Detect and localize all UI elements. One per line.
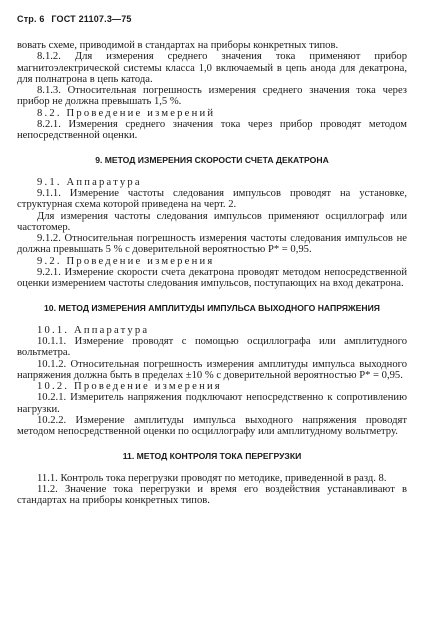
paragraph: 11.2. Значение тока перегрузки и время его воздействия устанавливают в стандартах на приборы конкретных типов.: [17, 483, 407, 507]
paragraph: вовать схеме, приводимой в стандартах на приборы конкретных типов.: [17, 40, 339, 51]
paragraph: 10.2.2. Измерение амплитуды импульса выходного напряжения проводят методом непосредственной оценки по осциллографу или амплитудному вольтметру.: [17, 415, 407, 438]
paragraph: 8.1.2. Для измерения среднего значения тока применяют прибор магнитоэлектрической системы класса 1,0 включаемый в цепь анода для декатрона, для полнатрона в цепь катода.: [17, 51, 407, 85]
paragraph: 8.2.1. Измерения среднего значения тока через прибор проводят методом непосредственной оценки.: [17, 119, 407, 142]
paragraph: 9.1.2. Относительная погрешность измерения частоты следования импульсов не должна превышать 5 % с доверительной вероятностью P* = 0,95.: [17, 233, 407, 256]
paragraph: 10.1.2. Относительная погрешность измерения амплитуды импульса выходного напряжения должна быть в пределах ±10 % с доверительной вероятностью P* = 0,95.: [17, 358, 407, 381]
document-body: [17, 40, 407, 507]
paragraph: Для измерения частоты следования импульсов применяют осциллограф или частотомер.: [17, 210, 407, 233]
subsection-heading: 10.2. Проведение измерения: [37, 381, 222, 393]
paragraph: 9.1.1. Измерение частоты следования импульсов проводят на установке, структурная схема которой приведена на черт. 2.: [17, 187, 407, 211]
subsection-heading: 9.2. Проведение измерения: [37, 255, 215, 267]
paragraph: 10.2.1. Измеритель напряжения подключают непосредственно к сопротивлению нагрузки.: [17, 392, 407, 415]
paragraph: 10.1.1. Измерение проводят с помощью осциллографа или амплитудного вольтметра.: [17, 335, 407, 359]
paragraph: 9.2.1. Измерение скорости счета декатрона проводят методом непосредственной оценки измерением частоты следования импульсов, поступающих на вход декатрона.: [17, 267, 407, 290]
standard-number: ГОСТ 21107.3—75: [51, 14, 132, 24]
section-heading: 10. МЕТОД ИЗМЕРЕНИЯ АМПЛИТУДЫ ИМПУЛЬСА ВЫХОДНОГО НАПРЯЖЕНИЯ: [44, 302, 380, 313]
section-heading: 9. МЕТОД ИЗМЕРЕНИЯ СКОРОСТИ СЧЕТА ДЕКАТРОНА: [95, 154, 329, 165]
subsection-heading: 8.2. Проведение измерений: [37, 107, 216, 119]
subsection-heading: 9.1. Аппаратура: [37, 176, 142, 188]
section-heading: 11. МЕТОД КОНТРОЛЯ ТОКА ПЕРЕГРУЗКИ: [122, 450, 302, 461]
paragraph: 11.1. Контроль тока перегрузки проводят по методике, приведенной в разд. 8.: [37, 472, 387, 484]
page-header: [17, 14, 138, 24]
page-number: Стр. 6: [17, 14, 45, 24]
subsection-heading: 10.1. Аппаратура: [37, 324, 150, 336]
paragraph: 8.1.3. Относительная погрешность измерения среднего значения тока через прибор не должна превышать 1,5 %.: [17, 85, 407, 108]
